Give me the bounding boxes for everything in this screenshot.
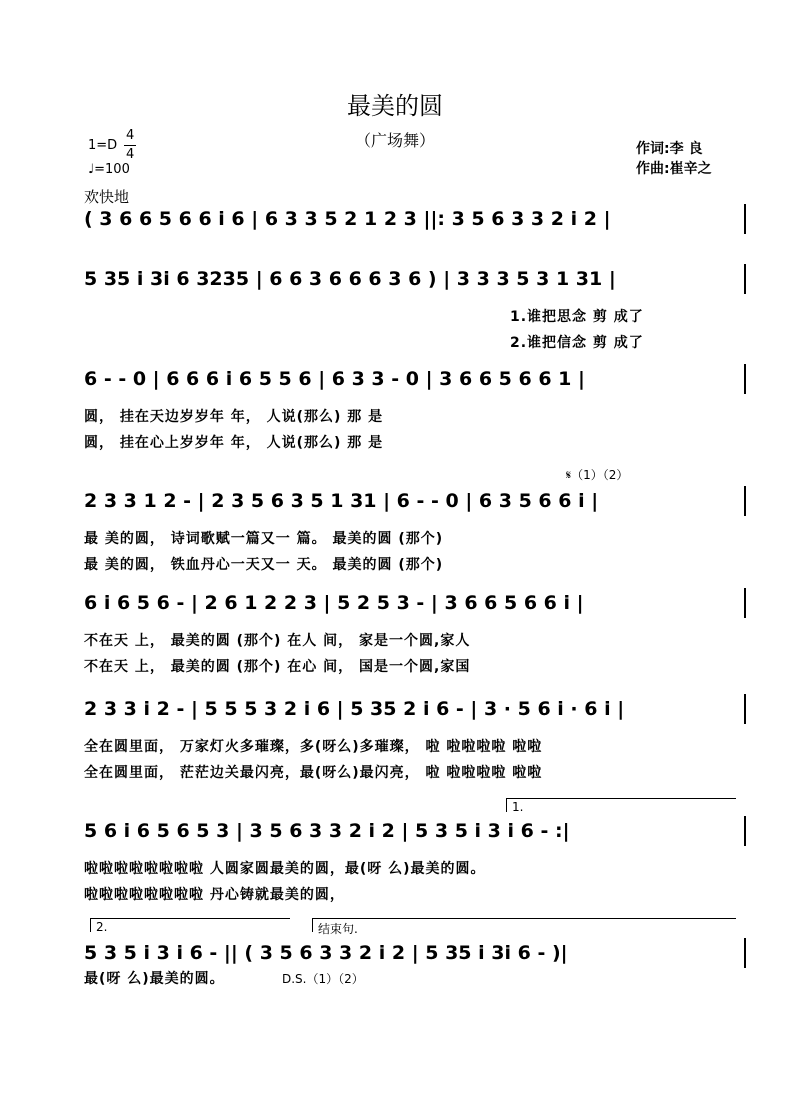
time-signature-bottom: 4	[126, 147, 135, 162]
notation-text: 6 - - 0 | 6 6 6 i 6 5 5 6 | 6 3 3 - 0 | 3 6 6 5 6 6 1 |	[84, 368, 585, 390]
quarter-note-icon: ♩	[88, 162, 95, 177]
lyric-verse-1: 全在圆里面， 万家灯火多璀璨，多(呀么)多璀璨， 啦 啦啦啦啦 啦啦	[84, 739, 543, 755]
lyric-verse-2: 2.谁把信念 剪 成了	[510, 335, 644, 351]
notation-text: ( 3 6 6 5 6 6 i 6 | 6 3 3 5 2 1 2 3 ||: 3 5 6 3 3 2 i 2 |	[84, 208, 611, 230]
first-ending-label: 1.	[512, 800, 524, 814]
notation-text: 2 3 3 i 2 - | 5 5 5 3 2 i 6 | 5 35 2 i 6 - | 3 · 5 6 i · 6 i |	[84, 698, 625, 720]
composer-credit: 作曲:崔辛之	[636, 161, 712, 177]
lyric-verse-1: 不在天 上， 最美的圆 (那个) 在人 间， 家是一个圆,家人	[84, 633, 471, 649]
time-signature-line	[124, 145, 136, 146]
lyric-verse-2: 圆， 挂在心上岁岁年 年， 人说(那么) 那 是	[84, 435, 384, 451]
notation-row-3	[84, 364, 746, 394]
notation-row-7	[84, 816, 746, 846]
lyric-verse-2: 不在天 上， 最美的圆 (那个) 在心 间， 国是一个圆,家国	[84, 659, 471, 675]
barline	[744, 486, 746, 516]
coda-label: 结束句.	[318, 922, 358, 936]
notation-row-1	[84, 204, 746, 234]
lyric-verse-1: 最(呀 么)最美的圆。	[84, 971, 225, 987]
notation-row-5	[84, 588, 746, 618]
notation-text: 5 6 i 6 5 6 5 3 | 3 5 6 3 3 2 i 2 | 5 3 5 i 3 i 6 - :|	[84, 820, 570, 842]
key-signature: 1=D	[88, 138, 118, 153]
barline	[744, 588, 746, 618]
page-title: 最美的圆	[347, 92, 443, 120]
notation-text: 5 3 5 i 3 i 6 - || ( 3 5 6 3 3 2 i 2 | 5 35 i 3i 6 - )|	[84, 942, 568, 964]
second-ending-bracket	[90, 918, 290, 919]
notation-text: 6 i 6 5 6 - | 2 6 1 2 2 3 | 5 2 5 3 - | 3 6 6 5 6 6 i |	[84, 592, 584, 614]
coda-bracket	[312, 918, 736, 919]
first-ending-bracket	[506, 798, 736, 799]
final-barline	[744, 938, 746, 968]
notation-text: 2 3 3 1 2 - | 2 3 5 6 3 5 1 31 | 6 - - 0 | 6 3 5 6 6 i |	[84, 490, 599, 512]
coda-bracket-edge	[312, 918, 313, 932]
time-signature-top: 4	[126, 128, 135, 143]
notation-row-8	[84, 938, 746, 968]
barline	[744, 816, 746, 846]
first-ending-bracket-edge	[506, 798, 507, 812]
lyric-verse-2: 啦啦啦啦啦啦啦啦 丹心铸就最美的圆，	[84, 887, 345, 903]
lyricist-credit: 作词:李 良	[636, 141, 703, 157]
dal-segno-mark: D.S.（1）（2）	[282, 972, 364, 986]
second-ending-bracket-edge	[90, 918, 91, 932]
second-ending-label: 2.	[96, 920, 108, 934]
notation-row-2	[84, 264, 746, 294]
segno-mark: 𝄋（1）（2）	[566, 468, 629, 482]
lyric-verse-1: 最 美的圆， 诗词歌赋一篇又一 篇。 最美的圆 (那个)	[84, 531, 444, 547]
lyric-verse-1: 啦啦啦啦啦啦啦啦 人圆家圆最美的圆，最(呀 么)最美的圆。	[84, 861, 486, 877]
lyric-verse-2: 最 美的圆， 铁血丹心一天又一 天。 最美的圆 (那个)	[84, 557, 444, 573]
tempo-value: =100	[94, 162, 130, 177]
lyric-verse-1: 1.谁把思念 剪 成了	[510, 309, 644, 325]
subtitle: （广场舞）	[354, 131, 435, 150]
notation-row-4	[84, 486, 746, 516]
barline	[744, 264, 746, 294]
barline	[744, 364, 746, 394]
lyric-verse-2: 全在圆里面， 茫茫边关最闪亮，最(呀么)最闪亮， 啦 啦啦啦啦 啦啦	[84, 765, 543, 781]
notation-row-6	[84, 694, 746, 724]
lyric-verse-1: 圆， 挂在天边岁岁年 年， 人说(那么) 那 是	[84, 409, 384, 425]
tempo-mark	[88, 162, 130, 177]
barline	[744, 694, 746, 724]
notation-text: 5 35 i 3i 6 3235 | 6 6 3 6 6 6 3 6 ) | 3 3 3 5 3 1 31 |	[84, 268, 616, 290]
expression-mark: 欢快地	[84, 188, 130, 206]
barline	[744, 204, 746, 234]
